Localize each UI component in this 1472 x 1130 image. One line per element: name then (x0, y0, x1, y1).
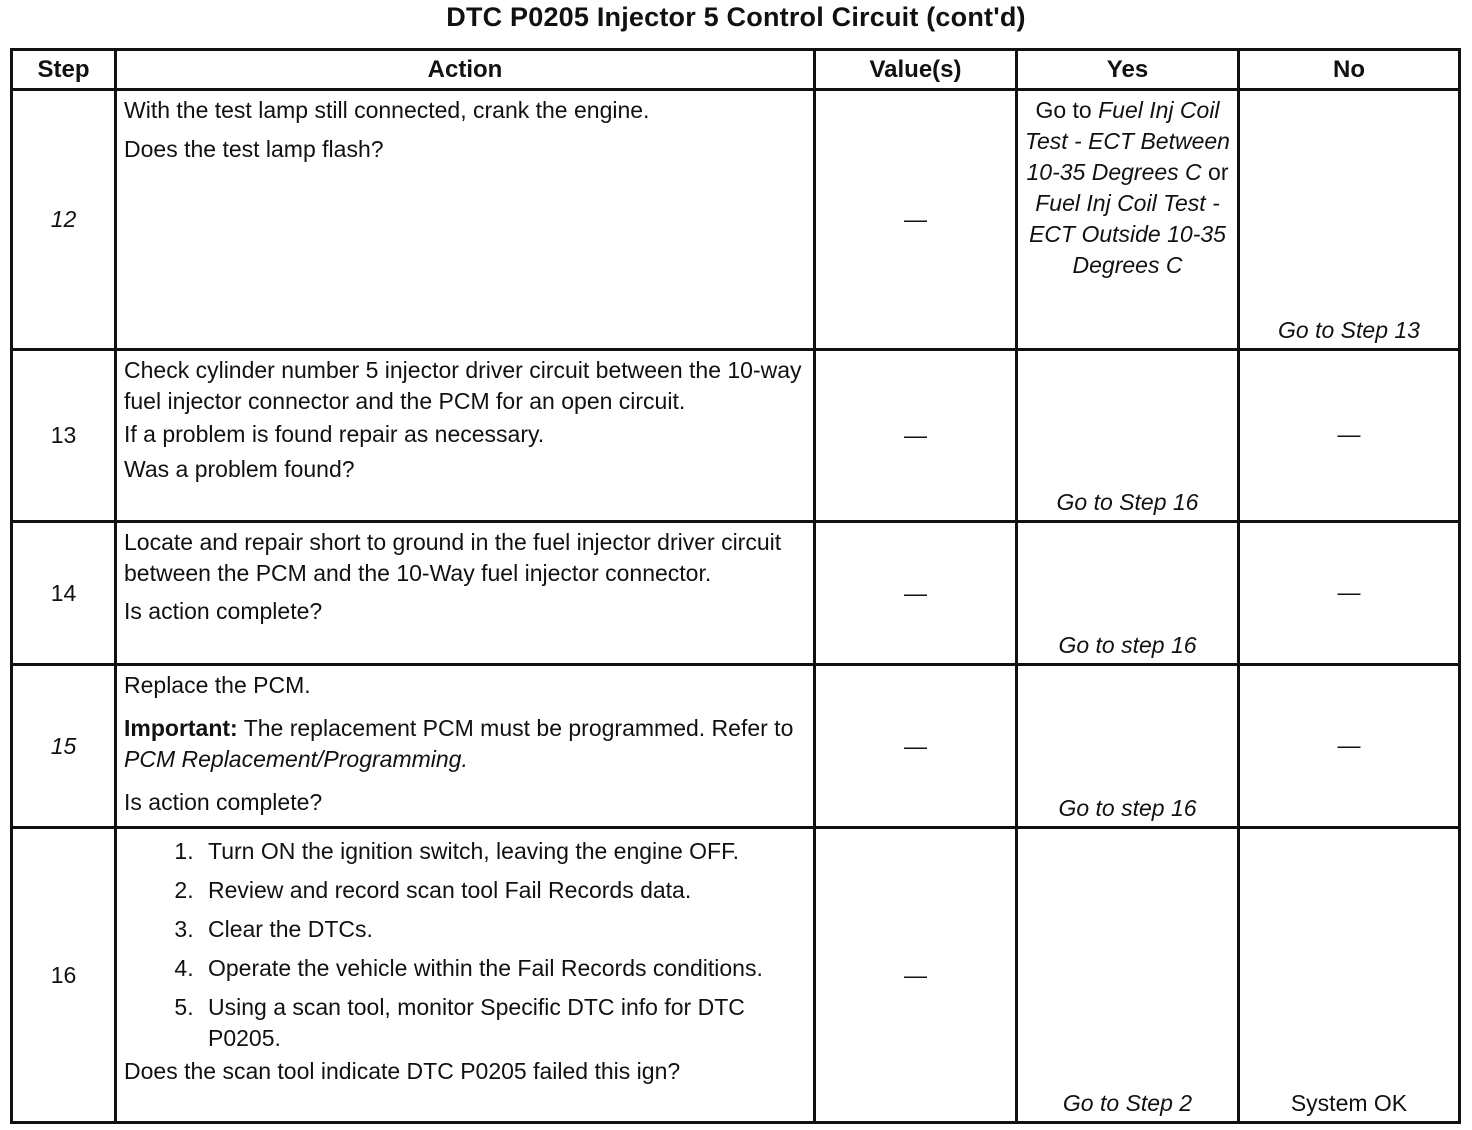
step-number: 12 (12, 90, 116, 350)
no-cell (1239, 522, 1460, 665)
action-question: Does the scan tool indicate DTC P0205 failed this ign? (124, 1058, 681, 1084)
value-cell (815, 350, 1017, 522)
value-cell (815, 522, 1017, 665)
step-number: 14 (12, 522, 116, 665)
yes-or: or (1208, 159, 1229, 185)
no-dash: — (1337, 421, 1361, 447)
no-cell: System OK (1239, 828, 1460, 1123)
important-label: Important: (124, 715, 238, 741)
action-cell (116, 90, 815, 350)
header-action: Action (116, 50, 815, 90)
value-dash: — (904, 732, 927, 759)
action-text: With the test lamp still connected, crank the engine. (124, 97, 650, 123)
yes-cell (1017, 90, 1239, 350)
header-yes: Yes (1017, 50, 1239, 90)
value-dash: — (904, 961, 927, 988)
table-header-row (12, 50, 1460, 90)
yes-cell: Go to step 16 (1017, 665, 1239, 828)
action-question: Was a problem found? (124, 456, 355, 482)
yes-go-to: Go to (1035, 97, 1092, 123)
header-no: No (1239, 50, 1460, 90)
list-item: 3. Clear the DTCs. (200, 914, 807, 945)
no-dash: — (1337, 731, 1361, 758)
no-dash: — (1337, 578, 1361, 605)
dtc-table (10, 48, 1461, 1124)
action-cell (116, 522, 815, 665)
no-cell (1239, 665, 1460, 828)
yes-ref-link[interactable]: Fuel Inj Coil Test - ECT Outside 10-35 Degrees C (1029, 190, 1226, 278)
action-question: Is action complete? (124, 789, 323, 815)
yes-cell: Go to Step 2 (1017, 828, 1239, 1123)
action-cell (116, 828, 815, 1123)
procedure-list (124, 836, 807, 1054)
action-question: Does the test lamp flash? (124, 136, 384, 162)
step-number: 15 (12, 665, 116, 828)
value-cell (815, 665, 1017, 828)
action-text: Check cylinder number 5 injector driver circuit between the 10-way fuel injector connector and the PCM for an open circuit. (124, 357, 802, 414)
table-row (12, 522, 1460, 665)
value-dash: — (904, 422, 927, 448)
value-cell (815, 90, 1017, 350)
yes-cell: Go to step 16 (1017, 522, 1239, 665)
step-number: 16 (12, 828, 116, 1123)
table-row (12, 665, 1460, 828)
value-cell (815, 828, 1017, 1123)
action-cell (116, 350, 815, 522)
important-note (124, 713, 807, 775)
action-text: If a problem is found repair as necessary. (124, 421, 545, 447)
step-number: 13 (12, 350, 116, 522)
list-item: 4. Operate the vehicle within the Fail Records conditions. (200, 953, 807, 984)
table-row (12, 350, 1460, 522)
header-step: Step (12, 50, 116, 90)
value-dash: — (904, 579, 927, 606)
table-row (12, 90, 1460, 350)
action-text: Replace the PCM. (124, 672, 311, 698)
value-dash: — (904, 206, 927, 232)
pcm-replacement-link[interactable]: PCM Replacement/Programming. (124, 746, 468, 772)
action-cell (116, 665, 815, 828)
list-item: 2. Review and record scan tool Fail Records data. (200, 875, 807, 906)
table-row (12, 828, 1460, 1123)
action-text: Locate and repair short to ground in the fuel injector driver circuit between the PCM and the 10-Way fuel injector connector. (124, 529, 782, 586)
no-cell: Go to Step 13 (1239, 90, 1460, 350)
important-text: The replacement PCM must be programmed. Refer to (243, 715, 794, 741)
yes-cell: Go to Step 16 (1017, 350, 1239, 522)
list-item: 1. Turn ON the ignition switch, leaving the engine OFF. (200, 836, 807, 867)
header-values: Value(s) (815, 50, 1017, 90)
action-question: Is action complete? (124, 598, 323, 624)
page-title: DTC P0205 Injector 5 Control Circuit (cont'd) (446, 2, 1026, 32)
yes-ref-link[interactable]: Fuel Inj Coil Test - ECT Between 10-35 Degrees C (1025, 97, 1230, 185)
no-cell (1239, 350, 1460, 522)
list-item: 5. Using a scan tool, monitor Specific DTC info for DTC P0205. (200, 992, 807, 1054)
